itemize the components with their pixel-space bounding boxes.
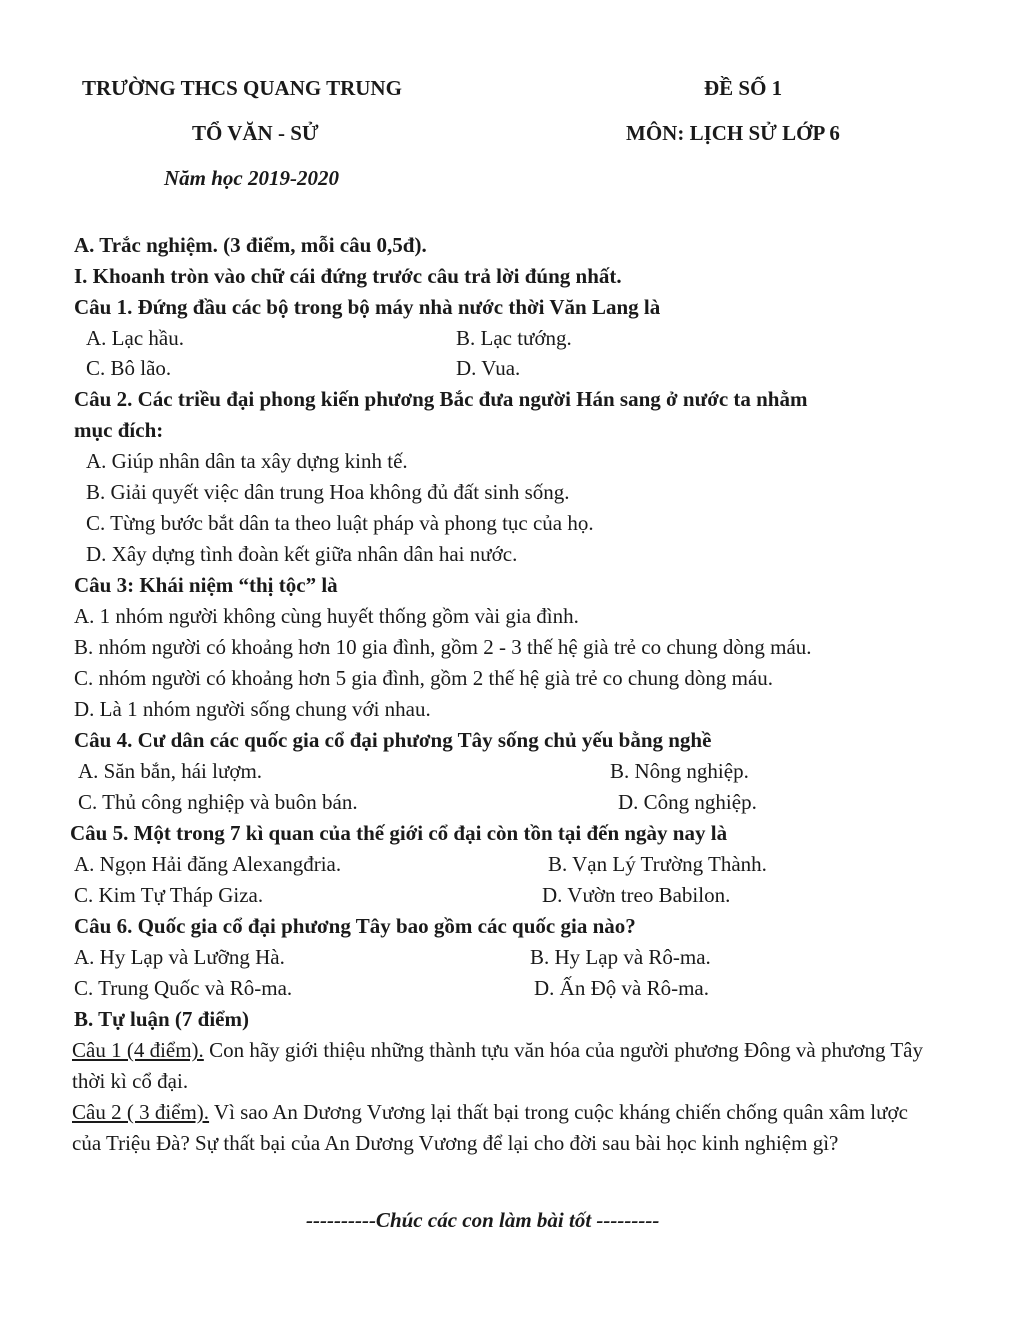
essay-q1-label: Câu 1 (4 điểm). (72, 1038, 204, 1062)
question-2: Câu 2. Các triều đại phong kiến phương Bắc đưa người Hán sang ở nước ta nhằm (74, 387, 808, 411)
q4-option-a: A. Săn bắn, hái lượm. (78, 759, 263, 783)
school-year: Năm học 2019-2020 (164, 166, 339, 190)
essay-q1-text: Con hãy giới thiệu những thành tựu văn hóa của người phương Đông và phương Tây thời kì cổ đại. (72, 1038, 923, 1093)
q1-option-a: A. Lạc hầu. (86, 326, 184, 350)
question-1: Câu 1. Đứng đầu các bộ trong bộ máy nhà nước thời Văn Lang là (74, 295, 661, 319)
q3-option-c: C. nhóm người có khoảng hơn 5 gia đình, gồm 2 thế hệ già trẻ co chung dòng máu. (74, 666, 774, 690)
essay-question-2 (72, 1097, 932, 1159)
q5-option-a: A. Ngọn Hải đăng Alexangđria. (74, 852, 342, 876)
question-6: Câu 6. Quốc gia cổ đại phương Tây bao gồm các quốc gia nào? (74, 914, 636, 938)
school-name: TRƯỜNG THCS QUANG TRUNG (82, 76, 402, 100)
question-4: Câu 4. Cư dân các quốc gia cổ đại phương Tây sống chủ yếu bằng nghề (74, 728, 712, 752)
essay-q2-label: Câu 2 ( 3 điểm). (72, 1100, 210, 1124)
q3-option-a: A. 1 nhóm người không cùng huyết thống gồm vài gia đình. (74, 604, 579, 628)
section-b-title: B. Tự luận (7 điểm) (74, 1007, 249, 1031)
q4-option-c: C. Thủ công nghiệp và buôn bán. (78, 790, 358, 814)
section-a-title: A. Trắc nghiệm. (3 điểm, mỗi câu 0,5đ). (74, 233, 427, 257)
q2-option-a: A. Giúp nhân dân ta xây dựng kinh tế. (86, 449, 408, 473)
q6-option-c: C. Trung Quốc và Rô-ma. (74, 976, 293, 1000)
question-5: Câu 5. Một trong 7 kì quan của thế giới cổ đại còn tồn tại đến ngày nay là (70, 821, 728, 845)
subject: MÔN: LỊCH SỬ LỚP 6 (626, 121, 840, 145)
exam-number: ĐỀ SỐ 1 (704, 76, 783, 100)
q1-option-c: C. Bô lão. (86, 356, 172, 380)
essay-question-1 (72, 1035, 932, 1097)
q4-option-b: B. Nông nghiệp. (610, 759, 749, 783)
q2-option-d: D. Xây dựng tình đoàn kết giữa nhân dân hai nước. (86, 542, 518, 566)
footer-wish: ----------Chúc các con làm bài tốt --------- (306, 1208, 660, 1232)
q5-option-d: D. Vườn treo Babilon. (542, 883, 731, 907)
q2-option-c: C. Từng bước bắt dân ta theo luật pháp và phong tục của họ. (86, 511, 594, 535)
q1-option-b: B. Lạc tướng. (456, 326, 572, 350)
q6-option-b: B. Hy Lạp và Rô-ma. (530, 945, 711, 969)
department: TỔ VĂN - SỬ (192, 121, 319, 145)
q5-option-c: C. Kim Tự Tháp Giza. (74, 883, 264, 907)
q3-option-b: B. nhóm người có khoảng hơn 10 gia đình, gồm 2 - 3 thế hệ già trẻ co chung dòng máu. (74, 635, 812, 659)
q6-option-a: A. Hy Lạp và Lưỡng Hà. (74, 945, 285, 969)
question-3: Câu 3: Khái niệm “thị tộc” là (74, 573, 338, 597)
q6-option-d: D. Ấn Độ và Rô-ma. (534, 976, 709, 1000)
section-a-instruction: I. Khoanh tròn vào chữ cái đứng trước câu trả lời đúng nhất. (74, 264, 622, 288)
q2-option-b: B. Giải quyết việc dân trung Hoa không đủ đất sinh sống. (86, 480, 570, 504)
q4-option-d: D. Công nghiệp. (618, 790, 757, 814)
essay-q2-text: Vì sao An Dương Vương lại thất bại trong cuộc kháng chiến chống quân xâm lược của Triệu Đà? Sự thất bại của An Dương Vương để lại cho đời sau bài học kinh nghiệm gì? (72, 1100, 908, 1155)
q5-option-b: B. Vạn Lý Trường Thành. (548, 852, 767, 876)
q3-option-d: D. Là 1 nhóm người sống chung với nhau. (74, 697, 431, 721)
q1-option-d: D. Vua. (456, 356, 521, 380)
question-2-cont: mục đích: (74, 418, 164, 442)
